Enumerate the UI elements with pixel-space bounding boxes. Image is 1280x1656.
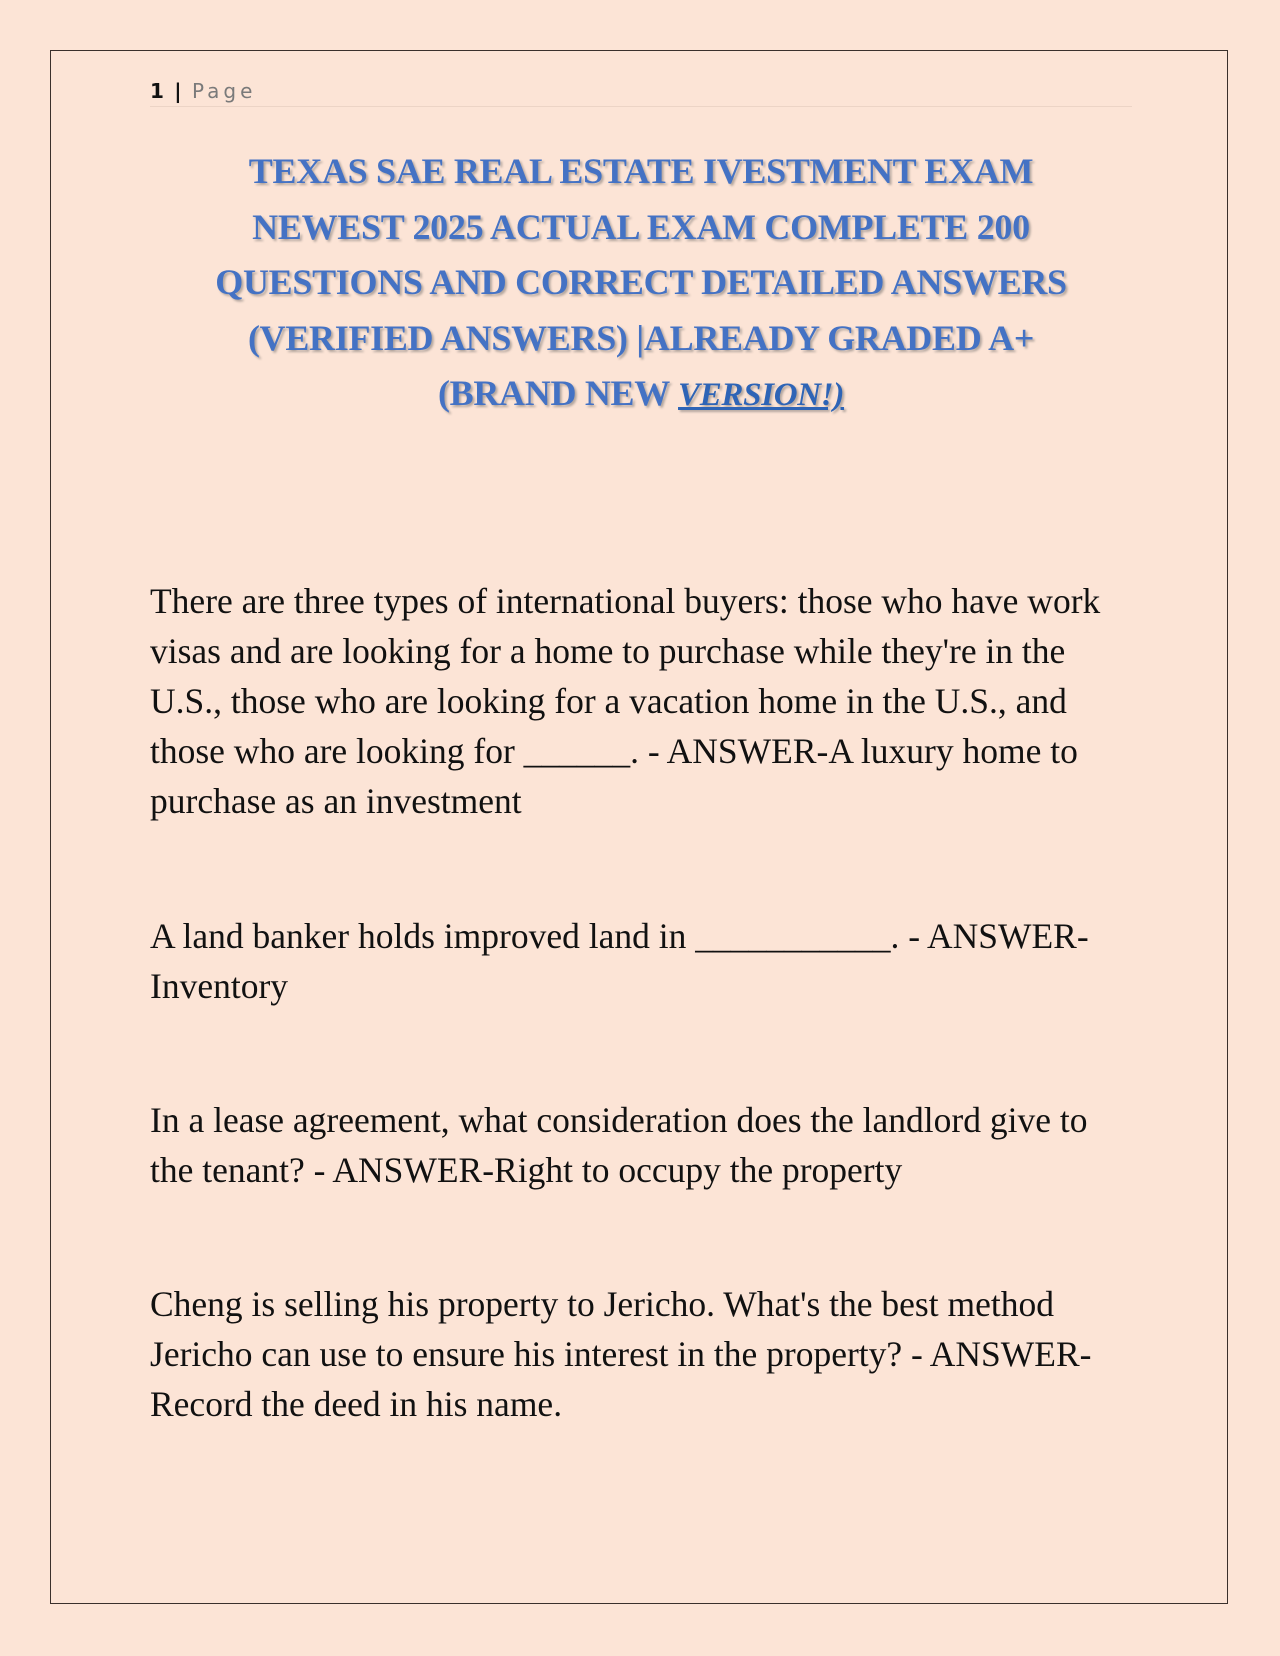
version-link[interactable]: VERSION!): [678, 377, 845, 413]
question-answer-item: A land banker holds improved land in ___________. - ANSWER-Inventory: [150, 916, 1089, 1006]
page-number: 1: [150, 79, 164, 103]
page-label: Page: [191, 79, 257, 103]
document-title: [150, 144, 1132, 424]
title-line-2: NEWEST 2025 ACTUAL EXAM COMPLETE 200: [252, 206, 1030, 247]
header-separator: |: [174, 79, 182, 103]
question-answer-item: In a lease agreement, what consideration does the landlord give to the tenant? - ANSWER-Right to occupy the property: [150, 1100, 1088, 1190]
title-line-5-prefix: (BRAND NEW: [437, 373, 679, 413]
title-line-4: (VERIFIED ANSWERS) |ALREADY GRADED A+: [247, 317, 1035, 358]
title-line-3: QUESTIONS AND CORRECT DETAILED ANSWERS: [215, 262, 1067, 302]
title-line-5: [150, 366, 1132, 424]
question-answer-item: There are three types of international buyers: those who have work visas and are looking for a home to purchase while they're in the U.S., those who are looking for a vacation home in the U.S., and those who are looking for ______. - ANSWER-A luxury home to purchase as an investment: [150, 581, 1101, 821]
page-header: [150, 76, 1132, 107]
title-line-1: TEXAS SAE REAL ESTATE IVESTMENT EXAM: [248, 151, 1034, 191]
question-answer-item: Cheng is selling his property to Jericho. What's the best method Jericho can use to ensure his interest in the property? - ANSWER-Record the deed in his name.: [150, 1284, 1092, 1424]
